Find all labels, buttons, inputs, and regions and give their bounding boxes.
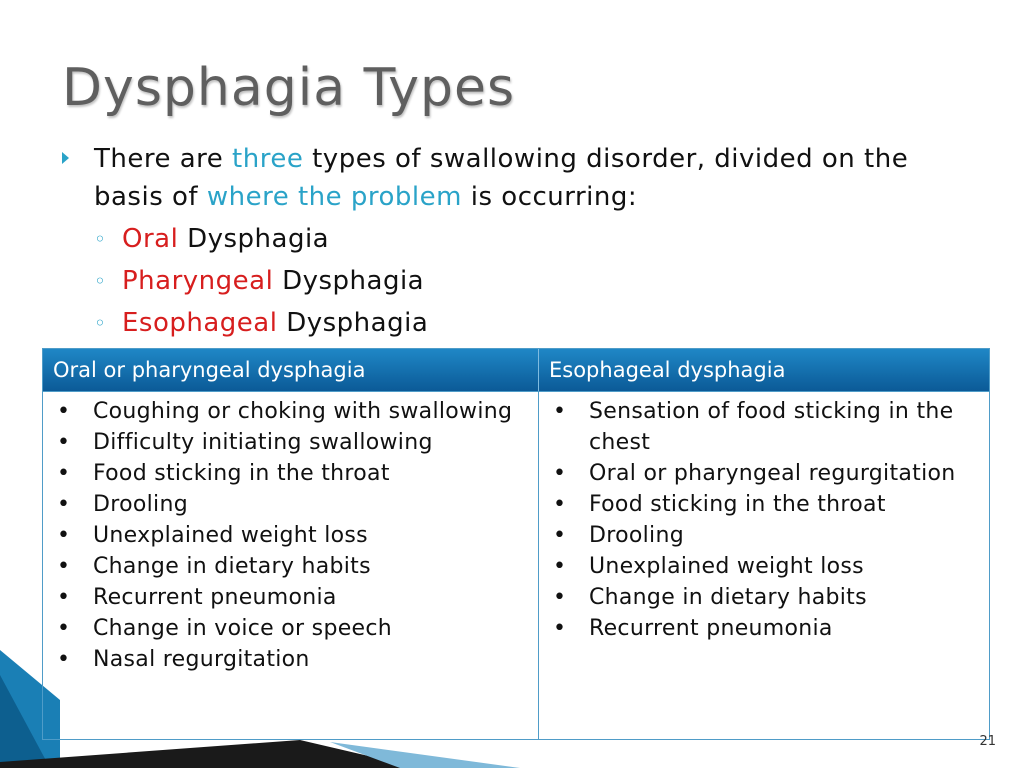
header-esophageal: Esophageal dysphagia <box>549 358 786 382</box>
list-item: • Recurrent pneumonia <box>549 613 989 644</box>
esophageal-cell <box>539 392 989 739</box>
list-item: • Change in dietary habits <box>549 582 989 613</box>
symptom-table <box>42 348 990 740</box>
slide-title: Dysphagia Types <box>62 58 516 118</box>
list-item: • Drooling <box>53 489 538 520</box>
oral-pharyngeal-cell <box>43 392 539 739</box>
list-item: • Unexplained weight loss <box>53 520 538 551</box>
list-item: • Food sticking in the throat <box>53 458 538 489</box>
list-item: • Change in dietary habits <box>53 551 538 582</box>
type-item-pharyngeal: ◦ Pharyngeal Dysphagia <box>94 260 982 302</box>
esophageal-symptom-list <box>549 396 989 644</box>
arrow-bullet-icon <box>62 152 69 164</box>
dysphagia-type-list <box>94 218 982 344</box>
type-item-oral: ◦ Oral Dysphagia <box>94 218 982 260</box>
highlight-three: three <box>232 144 304 174</box>
list-item: • Oral or pharyngeal regurgitation <box>549 458 989 489</box>
table-header-row <box>43 349 989 391</box>
list-item: • Change in voice or speech <box>53 613 538 644</box>
oral-pharyngeal-symptom-list <box>53 396 538 675</box>
table-body-row <box>43 391 989 739</box>
list-item: • Unexplained weight loss <box>549 551 989 582</box>
list-item: • Coughing or choking with swallowing <box>53 396 538 427</box>
list-item: • Sensation of food sticking in the chest <box>549 396 989 458</box>
intro-text: There are three types of swallowing disorder, divided on the basis of where the problem is occurring: <box>94 144 909 212</box>
highlight-location: where the problem <box>206 182 462 212</box>
intro-bullet <box>62 140 982 216</box>
list-item: • Food sticking in the throat <box>549 489 989 520</box>
list-item: • Difficulty initiating swallowing <box>53 427 538 458</box>
list-item: • Drooling <box>549 520 989 551</box>
list-item: • Nasal regurgitation <box>53 644 538 675</box>
header-oral-pharyngeal: Oral or pharyngeal dysphagia <box>43 349 539 391</box>
bottom-swoosh-decoration <box>0 736 1024 768</box>
slide-body <box>62 140 982 344</box>
list-item: • Recurrent pneumonia <box>53 582 538 613</box>
page-number: 21 <box>979 734 996 749</box>
type-item-esophageal: ◦ Esophageal Dysphagia <box>94 302 982 344</box>
